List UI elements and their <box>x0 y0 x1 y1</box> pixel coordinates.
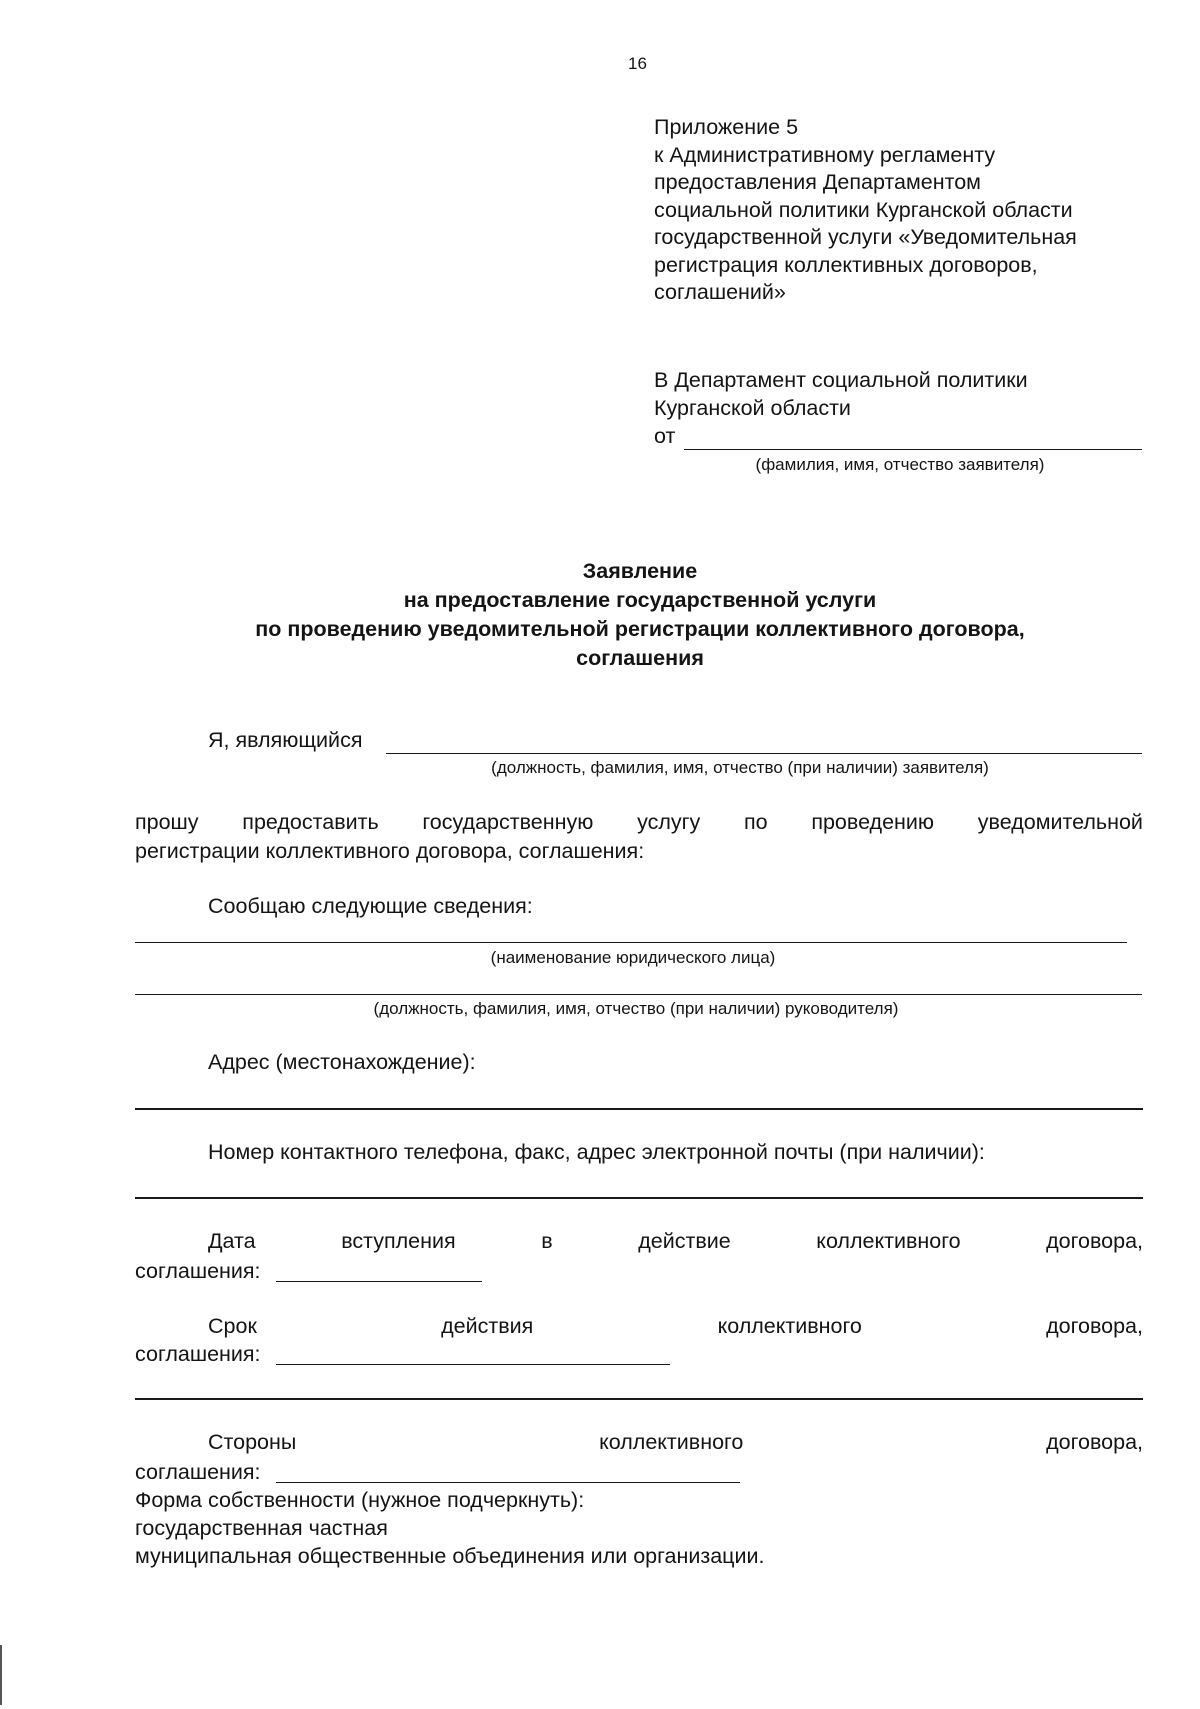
term-label: соглашения: <box>135 1342 261 1366</box>
request-word: проведению <box>811 810 935 834</box>
effective-fill-line[interactable] <box>276 1281 482 1282</box>
annex-line: Приложение 5 <box>654 115 799 139</box>
from-label: от <box>654 424 676 448</box>
addressee-block <box>654 366 1028 450</box>
effective-word: Дата <box>208 1229 256 1253</box>
ownership-options-1[interactable]: государственная частная <box>135 1516 388 1540</box>
applicant-hint: (должность, фамилия, имя, отчество (при наличии) заявителя) <box>491 758 989 777</box>
term-word: действия <box>441 1314 534 1338</box>
title-line-2: на предоставление государственной услуги <box>403 588 877 612</box>
annex-line: предоставления Департаментом <box>654 170 981 194</box>
addressee-line-2: Курганской области <box>654 396 851 420</box>
effective-word: вступления <box>341 1229 456 1253</box>
contacts-fill-line[interactable] <box>135 1197 1143 1199</box>
effective-word: действие <box>638 1229 731 1253</box>
term-extra-line[interactable] <box>135 1398 1143 1400</box>
parties-label: соглашения: <box>135 1460 261 1484</box>
parties-word: договора, <box>1046 1430 1143 1454</box>
effective-line-1 <box>208 1229 1143 1254</box>
title-line-1: Заявление <box>582 559 698 583</box>
annex-line: соглашений» <box>654 280 786 304</box>
head-fill-line[interactable] <box>135 994 1142 995</box>
from-fill-line[interactable] <box>684 449 1142 450</box>
ownership-label: Форма собственности (нужное подчеркнуть): <box>135 1488 585 1512</box>
parties-line-1 <box>208 1430 1143 1455</box>
term-fill-line[interactable] <box>276 1364 670 1365</box>
annex-line: социальной политики Курганской области <box>654 197 1073 222</box>
request-word: прошу <box>135 810 199 834</box>
parties-fill-line[interactable] <box>276 1482 740 1483</box>
title-line-3: по проведению уведомительной регистрации коллективного договора, <box>255 617 1025 641</box>
effective-label: соглашения: <box>135 1259 261 1283</box>
head-hint: (должность, фамилия, имя, отчество (при наличии) руководителя) <box>373 999 899 1018</box>
parties-word: коллективного <box>599 1430 744 1454</box>
annex-header <box>654 114 1077 307</box>
addressee-line-1: В Департамент социальной политики <box>654 368 1028 392</box>
ownership-options-2[interactable]: муниципальная общественные объединения или организации. <box>135 1544 765 1568</box>
org-fill-line[interactable] <box>135 942 1127 943</box>
term-word: Срок <box>208 1314 257 1338</box>
request-line-1 <box>135 810 1143 835</box>
request-word: государственную <box>422 810 594 834</box>
address-label: Адрес (местонахождение): <box>208 1050 476 1074</box>
from-hint: (фамилия, имя, отчество заявителя) <box>755 455 1045 474</box>
parties-word: Стороны <box>208 1430 297 1454</box>
request-line-2: регистрации коллективного договора, соглашения: <box>135 839 645 863</box>
request-word: по <box>743 810 768 834</box>
annex-line: регистрация коллективных договоров, <box>654 252 1038 277</box>
document-title <box>0 557 1200 673</box>
info-intro: Сообщаю следующие сведения: <box>208 894 533 918</box>
effective-word: коллективного <box>816 1229 961 1253</box>
scan-edge-mark <box>0 1645 2 1705</box>
term-line-1 <box>208 1314 1143 1339</box>
request-word: предоставить <box>242 810 379 834</box>
effective-word: в <box>541 1229 553 1253</box>
request-word: услугу <box>637 810 701 834</box>
page-number: 16 <box>628 54 647 73</box>
applicant-label: Я, являющийся <box>208 728 363 752</box>
org-hint: (наименование юридического лица) <box>490 948 776 967</box>
applicant-fill-line[interactable] <box>386 753 1142 754</box>
request-word: уведомительной <box>977 810 1143 834</box>
term-word: договора, <box>1046 1314 1143 1338</box>
contacts-label: Номер контактного телефона, факс, адрес электронной почты (при наличии): <box>208 1140 985 1164</box>
term-word: коллективного <box>717 1314 862 1338</box>
annex-line: к Административному регламенту <box>654 142 996 167</box>
address-fill-line[interactable] <box>135 1108 1143 1110</box>
effective-word: договора, <box>1046 1229 1143 1253</box>
title-line-4: соглашения <box>576 646 704 670</box>
annex-line: государственной услуги «Уведомительная <box>654 225 1077 249</box>
